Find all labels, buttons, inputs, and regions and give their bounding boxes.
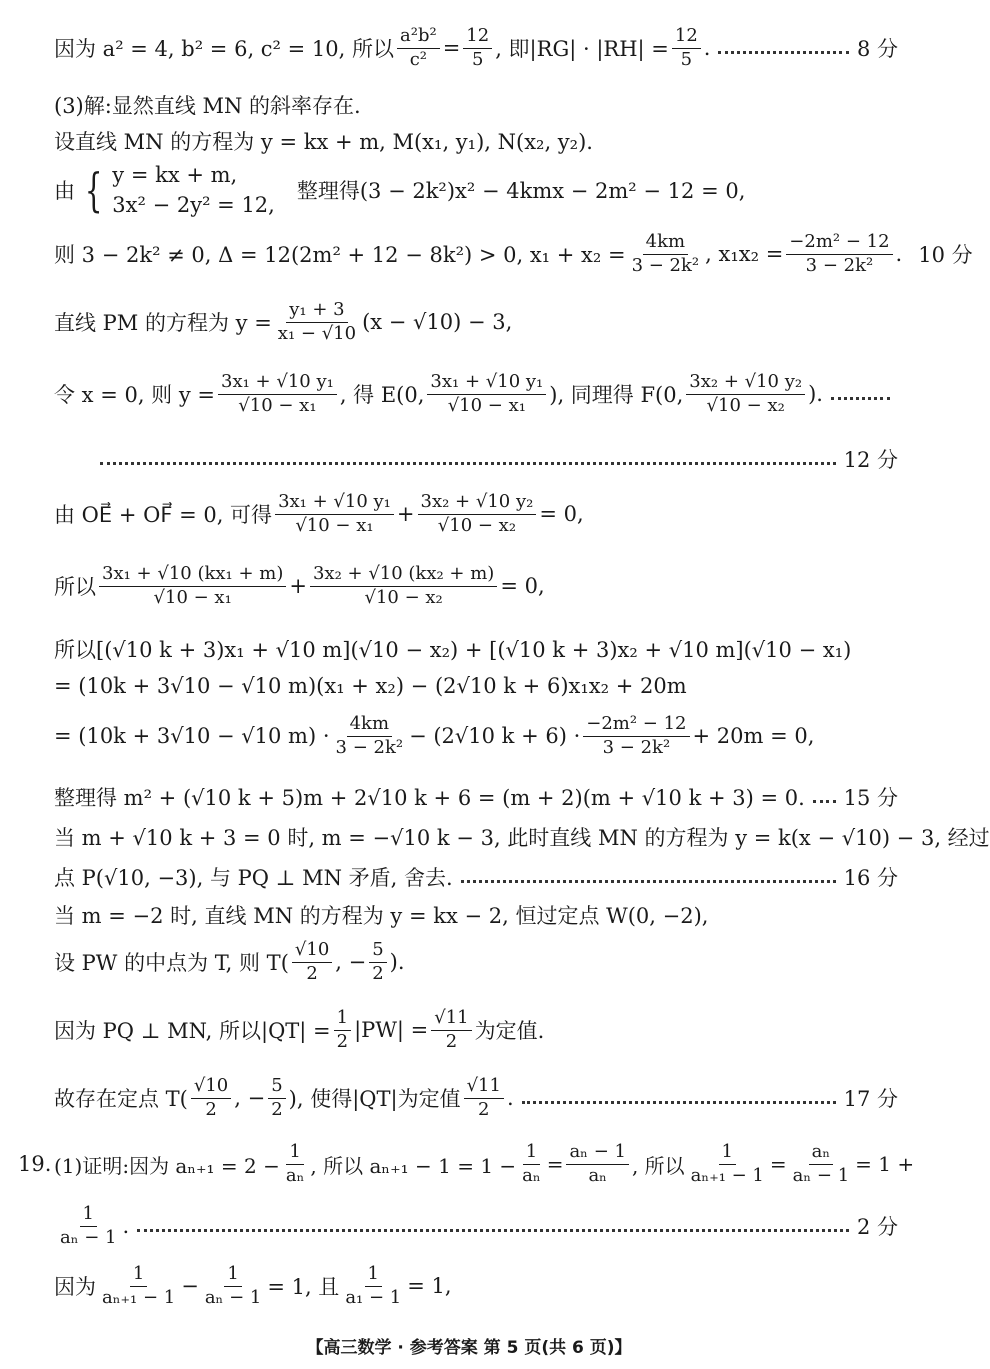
text: , 即|RG| · |RH| = bbox=[495, 37, 669, 62]
fraction bbox=[218, 372, 337, 416]
line-16 bbox=[54, 862, 898, 892]
text: 为定值. bbox=[474, 1019, 545, 1044]
dotted-leader bbox=[522, 1101, 836, 1104]
line-2: (3)解:显然直线 MN 的斜率存在. bbox=[54, 94, 361, 118]
denominator: aₙ₊₁ − 1 bbox=[102, 1286, 176, 1308]
fraction bbox=[418, 492, 537, 536]
text: − bbox=[181, 1274, 199, 1299]
score: 10 分 bbox=[918, 243, 973, 268]
dotted-leader bbox=[831, 397, 890, 400]
text: . bbox=[506, 1086, 514, 1111]
equation: 3x² − 2y² = 12, bbox=[112, 193, 275, 218]
numerator: 12 bbox=[463, 26, 492, 49]
fraction bbox=[629, 232, 703, 276]
line-20 bbox=[54, 1076, 898, 1120]
denominator: 2 bbox=[445, 1030, 458, 1052]
text: ), 同理得 F(0, bbox=[549, 383, 684, 408]
text: 因为 bbox=[54, 1275, 96, 1300]
denominator: 3 − 2k² bbox=[631, 254, 700, 276]
denominator: √10 − x₁ bbox=[447, 394, 526, 416]
text: , 所以 aₙ₊₁ − 1 = 1 − bbox=[310, 1153, 517, 1178]
fraction bbox=[275, 492, 394, 536]
numerator: 3x₂ + √10 y₂ bbox=[418, 492, 537, 515]
text: = bbox=[546, 1152, 564, 1177]
text: 设 PW 的中点为 T, 则 T( bbox=[54, 951, 289, 976]
fraction bbox=[397, 26, 440, 70]
fraction bbox=[790, 1142, 853, 1186]
text: 因为 a² = 4, b² = 6, c² = 10, 所以 bbox=[54, 37, 394, 62]
numerator: 4km bbox=[643, 232, 688, 255]
text: 点 P(√10, −3), 与 PQ ⊥ MN 矛盾, 舍去. bbox=[54, 866, 453, 890]
dotted-leader bbox=[813, 800, 836, 803]
line-3: 设直线 MN 的方程为 y = kx + m, M(x₁, y₁), N(x₂, y₂). bbox=[54, 130, 593, 154]
text: (1)证明:因为 aₙ₊₁ = 2 − bbox=[54, 1153, 280, 1178]
denominator: 3 − 2k² bbox=[805, 254, 874, 276]
line-14 bbox=[54, 782, 898, 812]
denominator: c² bbox=[409, 48, 427, 70]
denominator: 2 bbox=[478, 1098, 490, 1120]
line-21 bbox=[54, 1141, 915, 1186]
text: ). bbox=[389, 950, 405, 975]
denominator: 5 bbox=[472, 48, 484, 70]
fraction bbox=[519, 1142, 544, 1186]
numerator: 3x₂ + √10 (kx₂ + m) bbox=[310, 564, 497, 587]
denominator: a₁ − 1 bbox=[345, 1286, 402, 1308]
text: 故存在定点 T( bbox=[54, 1087, 188, 1112]
fraction bbox=[334, 1008, 351, 1052]
numerator: √11 bbox=[431, 1008, 471, 1031]
fraction bbox=[191, 1076, 231, 1120]
text: 所以 bbox=[54, 575, 96, 600]
text: , − bbox=[335, 950, 367, 975]
text: = 1 + bbox=[855, 1152, 915, 1177]
line-19 bbox=[54, 1008, 898, 1052]
denominator: √10 − x₂ bbox=[364, 586, 443, 608]
brace-icon: { bbox=[84, 163, 103, 218]
denominator: √10 − x₂ bbox=[706, 394, 785, 416]
fraction bbox=[268, 1076, 285, 1120]
numerator: √11 bbox=[464, 1076, 504, 1099]
line-23 bbox=[54, 1264, 898, 1308]
text: + bbox=[289, 574, 307, 599]
text: = 0, bbox=[539, 502, 584, 527]
numerator: 3x₁ + √10 y₁ bbox=[427, 372, 546, 395]
text: 由 OE⃗ + OF⃗ = 0, 可得 bbox=[54, 503, 273, 528]
text: = 0, bbox=[500, 574, 545, 599]
score: 17 分 bbox=[843, 1087, 898, 1112]
fraction bbox=[566, 1142, 629, 1186]
line-9 bbox=[54, 492, 898, 536]
text: = bbox=[442, 36, 461, 61]
text: + 20m = 0, bbox=[692, 724, 815, 749]
dotted-leader bbox=[461, 880, 836, 883]
numerator: 1 bbox=[224, 1264, 241, 1287]
numerator: 3x₁ + √10 y₁ bbox=[275, 492, 394, 515]
page-footer: 【高三数学 · 参考答案 第 5 页(共 6 页)】 bbox=[306, 1338, 632, 1358]
fraction bbox=[99, 1264, 178, 1308]
text: 整理得(3 − 2k²)x² − 4kmx − 2m² − 12 = 0, bbox=[296, 179, 746, 204]
fraction bbox=[283, 1142, 308, 1186]
denominator: aₙ₊₁ − 1 bbox=[690, 1164, 764, 1186]
text: = bbox=[769, 1152, 787, 1177]
score: 12 分 bbox=[843, 448, 898, 472]
text: |PW| = bbox=[354, 1018, 429, 1043]
denominator: aₙ − 1 bbox=[792, 1164, 850, 1186]
numerator: 3x₁ + √10 (kx₁ + m) bbox=[99, 564, 286, 587]
text: 因为 PQ ⊥ MN, 所以|QT| = bbox=[54, 1019, 331, 1044]
text: , 得 E(0, bbox=[339, 383, 425, 408]
fraction bbox=[202, 1264, 265, 1308]
text: − (2√10 k + 6) · bbox=[409, 724, 581, 749]
denominator: aₙ bbox=[588, 1164, 607, 1186]
denominator: 2 bbox=[205, 1098, 217, 1120]
line-18 bbox=[54, 940, 898, 984]
line-6 bbox=[54, 300, 898, 344]
fraction bbox=[292, 940, 332, 984]
denominator: √10 − x₁ bbox=[295, 514, 374, 536]
text: , x₁x₂ = bbox=[705, 242, 784, 267]
numerator: 5 bbox=[268, 1076, 285, 1099]
text: . bbox=[122, 1214, 130, 1239]
numerator: 3x₂ + √10 y₂ bbox=[686, 372, 805, 395]
numerator: 3x₁ + √10 y₁ bbox=[218, 372, 337, 395]
line-10 bbox=[54, 564, 898, 608]
denominator: aₙ − 1 bbox=[60, 1226, 117, 1248]
text: ), 使得|QT|为定值 bbox=[288, 1087, 461, 1112]
text: . bbox=[703, 36, 711, 61]
denominator: aₙ bbox=[285, 1164, 305, 1186]
line-22 bbox=[54, 1204, 898, 1248]
numerator: y₁ + 3 bbox=[286, 300, 347, 323]
denominator: aₙ − 1 bbox=[204, 1286, 262, 1308]
fraction bbox=[688, 1142, 767, 1186]
denominator: √10 − x₁ bbox=[153, 586, 232, 608]
denominator: √10 − x₁ bbox=[238, 394, 317, 416]
score: 8 分 bbox=[856, 37, 898, 62]
numerator: a²b² bbox=[397, 26, 440, 49]
line-1 bbox=[54, 26, 898, 70]
numerator: 1 bbox=[365, 1264, 382, 1287]
fraction bbox=[431, 1008, 471, 1052]
numerator: 1 bbox=[130, 1264, 147, 1287]
dotted-leader bbox=[137, 1229, 849, 1232]
denominator: 2 bbox=[336, 1030, 349, 1052]
line-8 bbox=[100, 444, 898, 474]
line-4 bbox=[54, 160, 898, 221]
denominator: √10 − x₂ bbox=[437, 514, 517, 536]
numerator: 1 bbox=[719, 1142, 736, 1165]
fraction bbox=[275, 300, 359, 344]
numerator: 5 bbox=[369, 940, 386, 963]
numerator: 1 bbox=[523, 1142, 540, 1165]
numerator: −2m² − 12 bbox=[583, 714, 689, 737]
text: 直线 PM 的方程为 y = bbox=[54, 311, 272, 336]
line-5 bbox=[54, 231, 973, 276]
text: 整理得 m² + (√10 k + 5)m + 2√10 k + 6 = (m + 2)(m + √10 k + 3) = 0. bbox=[54, 786, 805, 810]
dotted-leader bbox=[718, 51, 848, 54]
fraction bbox=[310, 564, 497, 608]
fraction bbox=[57, 1204, 120, 1248]
text: 则 3 − 2k² ≠ 0, Δ = 12(2m² + 12 − 8k²) > 0, x₁ + x₂ = bbox=[54, 243, 626, 268]
numerator: 1 bbox=[334, 1008, 351, 1031]
equation: y = kx + m, bbox=[112, 163, 238, 187]
fraction bbox=[333, 714, 407, 758]
score: 2 分 bbox=[856, 1215, 898, 1240]
text: = 1, bbox=[407, 1274, 452, 1299]
denominator: aₙ bbox=[522, 1164, 541, 1186]
fraction bbox=[786, 232, 892, 276]
question-number: 19. bbox=[18, 1152, 52, 1176]
line-15: 当 m + √10 k + 3 = 0 时, m = −√10 k − 3, 此时直线 MN 的方程为 y = k(x − √10) − 3, 经过 bbox=[54, 826, 990, 850]
dotted-leader bbox=[100, 462, 836, 465]
denominator: 3 − 2k² bbox=[602, 736, 671, 758]
fraction bbox=[583, 714, 689, 758]
fraction bbox=[427, 372, 546, 416]
text: ). bbox=[808, 382, 823, 407]
numerator: −2m² − 12 bbox=[786, 232, 892, 255]
line-7 bbox=[54, 372, 898, 416]
text: (x − √10) − 3, bbox=[362, 310, 513, 335]
text: 由 bbox=[54, 179, 75, 204]
denominator: 5 bbox=[680, 48, 693, 70]
score: 15 分 bbox=[843, 786, 898, 810]
fraction bbox=[686, 372, 805, 416]
numerator: aₙ bbox=[809, 1142, 834, 1165]
line-11: 所以[(√10 k + 3)x₁ + √10 m](√10 − x₂) + [(√10 k + 3)x₂ + √10 m](√10 − x₁) bbox=[54, 638, 852, 662]
numerator: 12 bbox=[672, 26, 701, 49]
numerator: aₙ − 1 bbox=[566, 1142, 629, 1165]
numerator: 1 bbox=[80, 1204, 97, 1227]
denominator: 2 bbox=[372, 962, 384, 984]
fraction bbox=[463, 26, 492, 70]
text: 令 x = 0, 则 y = bbox=[54, 383, 215, 408]
line-12: = (10k + 3√10 − √10 m)(x₁ + x₂) − (2√10 k + 6)x₁x₂ + 20m bbox=[54, 674, 687, 698]
numerator: √10 bbox=[191, 1076, 231, 1099]
numerator: √10 bbox=[292, 940, 332, 963]
score: 16 分 bbox=[843, 866, 898, 890]
text: , − bbox=[234, 1086, 266, 1111]
fraction bbox=[464, 1076, 504, 1120]
text: = (10k + 3√10 − √10 m) · bbox=[54, 724, 330, 749]
denominator: 2 bbox=[271, 1098, 283, 1120]
fraction bbox=[99, 564, 286, 608]
numerator: 1 bbox=[286, 1142, 303, 1165]
line-13 bbox=[54, 714, 898, 758]
line-17: 当 m = −2 时, 直线 MN 的方程为 y = kx − 2, 恒过定点 W(0, −2), bbox=[54, 904, 709, 928]
text: , 所以 bbox=[631, 1153, 685, 1178]
fraction bbox=[672, 26, 701, 70]
numerator: 4km bbox=[347, 714, 392, 737]
equation-system bbox=[112, 160, 275, 221]
denominator: x₁ − √10 bbox=[277, 322, 357, 344]
fraction bbox=[369, 940, 386, 984]
fraction bbox=[342, 1264, 404, 1308]
denominator: 3 − 2k² bbox=[335, 736, 404, 758]
text: . bbox=[895, 242, 903, 267]
text: = 1, 且 bbox=[267, 1275, 340, 1300]
denominator: 2 bbox=[306, 962, 318, 984]
text: + bbox=[396, 502, 415, 527]
